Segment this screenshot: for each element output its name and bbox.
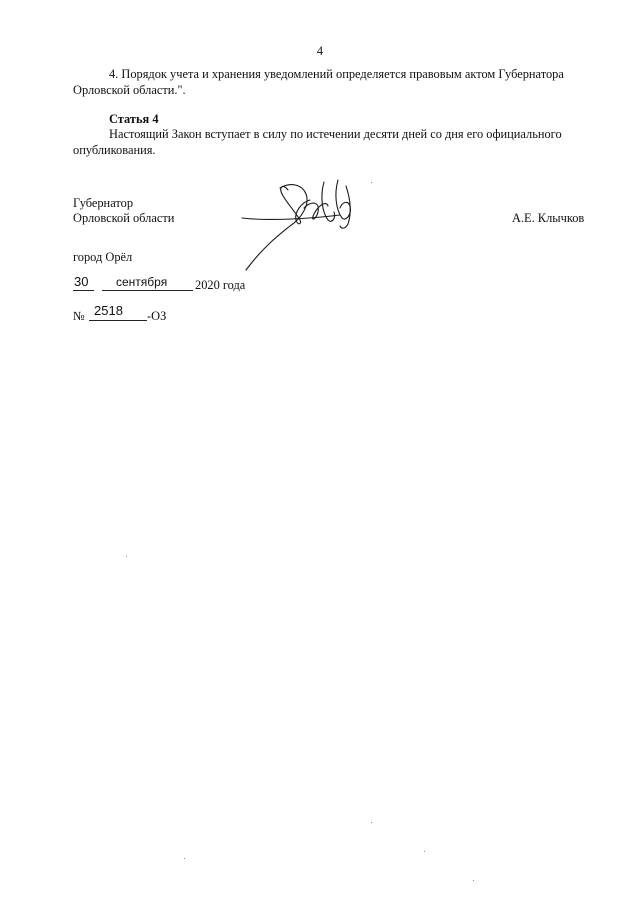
date-day: 30 [74,274,89,289]
signatory-region: Орловской области [73,211,175,225]
handwritten-signature [228,172,368,272]
law-number-prefix: № [73,309,85,323]
paragraph-4-line-2: Орловской области.". [73,83,186,97]
place-of-signing: город Орёл [73,250,133,264]
scan-speck [371,822,372,823]
article-4-title: Статья 4 [109,112,159,126]
page-number: 4 [316,44,324,58]
law-number-underline [89,320,147,321]
scan-speck [424,851,425,852]
date-month-underline [102,290,193,291]
law-number-value: 2518 [94,303,123,318]
signatory-title: Губернатор [73,196,134,210]
law-number-suffix: -ОЗ [147,309,167,323]
signatory-name: А.Е. Клычков [512,211,585,225]
date-month: сентября [116,275,168,289]
article-4-line-2: опубликования. [73,143,156,157]
date-year: 2020 года [195,278,246,292]
date-day-underline [73,290,94,291]
scan-speck [126,556,127,557]
article-4-line-1: Настоящий Закон вступает в силу по истечении десяти дней со дня его официального [109,127,562,141]
scan-speck [184,858,185,859]
scan-speck [371,182,372,183]
scan-speck [473,880,474,881]
paragraph-4-line-1: 4. Порядок учета и хранения уведомлений определяется правовым актом Губернатора [109,67,564,81]
